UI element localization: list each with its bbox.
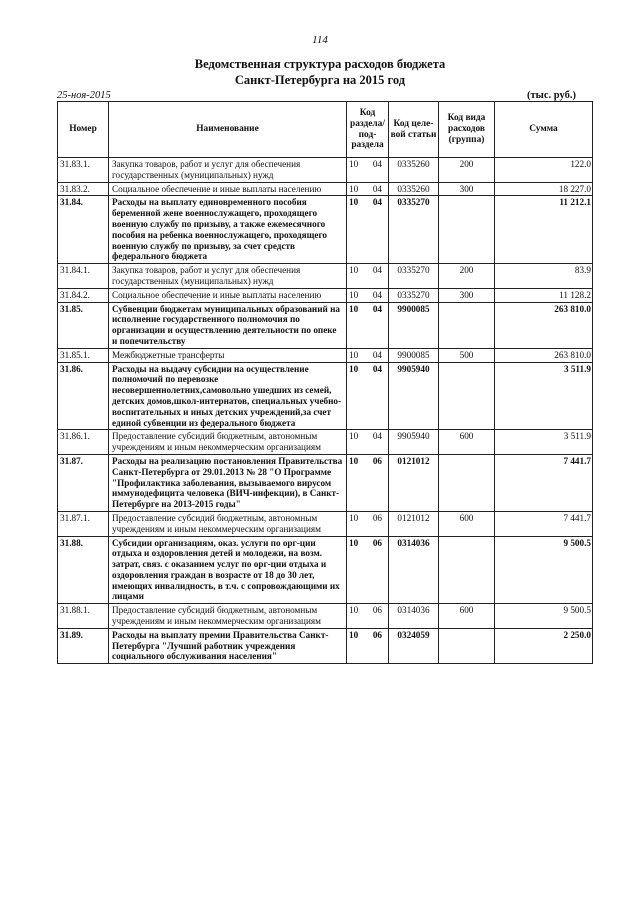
budget-table	[57, 101, 593, 664]
row-vr	[439, 628, 495, 663]
table-row	[58, 536, 593, 604]
row-razdel: 10	[349, 183, 359, 194]
row-podrazdel: 04	[372, 159, 382, 169]
row-razdel: 10	[349, 537, 359, 548]
row-number: 31.86.1.	[58, 430, 109, 455]
table-body	[58, 158, 593, 664]
row-name: Субвенции бюджетам муниципальных образований на исполнение государственного полномочия по организации и осуществлению деятельности по опеке и попечительству	[109, 302, 347, 348]
title-line-2: Санкт-Петербурга на 2015 год	[234, 73, 406, 87]
row-csr: 0324059	[389, 628, 439, 663]
row-razdel: 10	[349, 289, 359, 300]
row-vr	[439, 302, 495, 348]
row-razdel: 10	[349, 159, 359, 169]
row-razdel-cell	[347, 348, 389, 362]
row-razdel: 10	[349, 349, 359, 360]
row-name: Межбюджетные трансферты	[109, 348, 347, 362]
row-csr: 0335270	[389, 264, 439, 289]
row-razdel: 10	[349, 303, 359, 314]
row-name: Субсидии организациям, оказ. услуги по орг-ции отдыха и оздоровления детей и молодежи, на возм. затрат, связ. с оказанием услуг по орг-ции отдыха и оздоровления граждан в возрасте от 18 до 30 лет, имеющих инвалидность, в т.ч. с сопровождающими их лицами	[109, 536, 347, 604]
row-name: Расходы на реализацию постановления Правительства Санкт-Петербурга от 29.01.2013 № 28 "О Программе "Профилактика заболевания, вызываемого вирусом иммунодефицита человека (ВИЧ-инфекции), в Санкт-Петербурге на 2013-2015 годы"	[109, 454, 347, 511]
row-vr	[439, 196, 495, 264]
row-razdel: 10	[349, 629, 359, 640]
row-csr: 0335260	[389, 182, 439, 196]
row-razdel-cell	[347, 454, 389, 511]
row-sum: 7 441.7	[495, 454, 593, 511]
col-header-sum: Сумма	[495, 102, 593, 158]
row-razdel: 10	[349, 197, 359, 208]
row-number: 31.89.	[58, 628, 109, 663]
row-razdel-cell	[347, 158, 389, 183]
row-razdel-cell	[347, 362, 389, 430]
row-vr	[439, 536, 495, 604]
row-podrazdel: 06	[372, 629, 382, 640]
table-row	[58, 454, 593, 511]
table-row	[58, 628, 593, 663]
document-date: 25-ноя-2015	[57, 90, 111, 101]
col-header-number: Номер	[58, 102, 109, 158]
row-number: 31.87.	[58, 454, 109, 511]
row-podrazdel: 04	[372, 265, 382, 276]
row-razdel: 10	[349, 455, 359, 466]
row-sum: 11 212.1	[495, 196, 593, 264]
row-podrazdel: 04	[372, 183, 382, 194]
row-csr: 0314036	[389, 604, 439, 629]
table-row	[58, 348, 593, 362]
col-header-razdel: Код раздела/ под-раздела	[347, 102, 389, 158]
row-razdel-cell	[347, 288, 389, 302]
row-vr: 600	[439, 430, 495, 455]
table-row	[58, 362, 593, 430]
table-row	[58, 196, 593, 264]
row-name: Предоставление субсидий бюджетным, автономным учреждениям и иным некоммерческим организациям	[109, 604, 347, 629]
row-razdel: 10	[349, 265, 359, 276]
col-header-name: Наименование	[109, 102, 347, 158]
row-csr: 0314036	[389, 536, 439, 604]
row-vr: 300	[439, 288, 495, 302]
row-sum: 2 250.0	[495, 628, 593, 663]
row-name: Предоставление субсидий бюджетным, автономным учреждениям и иным некоммерческим организациям	[109, 511, 347, 536]
row-razdel-cell	[347, 264, 389, 289]
row-razdel-cell	[347, 536, 389, 604]
table-row	[58, 511, 593, 536]
row-number: 31.88.1.	[58, 604, 109, 629]
table-row	[58, 604, 593, 629]
row-name: Расходы на выдачу субсидии на осуществление полномочий по перевозке несовершеннолетних,самовольно ушедших из семей, детских домов,школ-интернатов, специальных учебно-воспитательных и иных детских учреждений,за счет единой субвенции из федерального бюджета	[109, 362, 347, 430]
row-sum: 263 810.0	[495, 302, 593, 348]
row-sum: 11 128.2	[495, 288, 593, 302]
row-podrazdel: 04	[372, 289, 382, 300]
row-number: 31.83.2.	[58, 182, 109, 196]
row-podrazdel: 06	[372, 455, 382, 466]
row-number: 31.84.1.	[58, 264, 109, 289]
row-csr: 9905940	[389, 362, 439, 430]
row-sum: 3 511.9	[495, 362, 593, 430]
row-razdel-cell	[347, 430, 389, 455]
row-sum: 9 500.5	[495, 536, 593, 604]
row-podrazdel: 04	[372, 197, 382, 208]
row-csr: 0335270	[389, 288, 439, 302]
row-vr: 600	[439, 604, 495, 629]
row-csr: 9900085	[389, 348, 439, 362]
row-vr: 600	[439, 511, 495, 536]
row-vr: 500	[439, 348, 495, 362]
units-label: (тыс. руб.)	[527, 90, 576, 101]
table-row	[58, 288, 593, 302]
row-number: 31.85.1.	[58, 348, 109, 362]
col-header-csr: Код целе-вой статьи	[389, 102, 439, 158]
page-number: 114	[312, 34, 328, 46]
row-razdel-cell	[347, 302, 389, 348]
row-name: Предоставление субсидий бюджетным, автономным учреждениям и иным некоммерческим организациям	[109, 430, 347, 455]
row-name: Закупка товаров, работ и услуг для обеспечения государственных (муниципальных) нужд	[109, 158, 347, 183]
row-csr: 0335260	[389, 158, 439, 183]
row-sum: 7 441.7	[495, 511, 593, 536]
row-razdel: 10	[349, 431, 359, 442]
row-razdel-cell	[347, 604, 389, 629]
row-sum: 9 500.5	[495, 604, 593, 629]
row-csr: 9905940	[389, 430, 439, 455]
row-sum: 122.0	[495, 158, 593, 183]
row-vr: 300	[439, 182, 495, 196]
table-header-row	[58, 102, 593, 158]
row-name: Расходы на выплату премии Правительства Санкт-Петербурга "Лучший работник учреждения социального обслуживания населения"	[109, 628, 347, 663]
table-row	[58, 264, 593, 289]
row-name: Социальное обеспечение и иные выплаты населению	[109, 288, 347, 302]
document-title	[0, 56, 640, 88]
row-csr: 9900085	[389, 302, 439, 348]
row-number: 31.88.	[58, 536, 109, 604]
row-number: 31.86.	[58, 362, 109, 430]
row-csr: 0121012	[389, 511, 439, 536]
row-podrazdel: 06	[372, 537, 382, 548]
row-number: 31.84.	[58, 196, 109, 264]
row-razdel-cell	[347, 182, 389, 196]
table-row	[58, 158, 593, 183]
row-number: 31.87.1.	[58, 511, 109, 536]
row-razdel: 10	[349, 605, 359, 616]
row-podrazdel: 06	[372, 512, 382, 523]
row-sum: 83.9	[495, 264, 593, 289]
row-vr	[439, 454, 495, 511]
row-sum: 3 511.9	[495, 430, 593, 455]
row-vr: 200	[439, 264, 495, 289]
title-line-1: Ведомственная структура расходов бюджета	[194, 57, 446, 71]
row-podrazdel: 04	[372, 303, 382, 314]
row-podrazdel: 04	[372, 349, 382, 360]
row-name: Закупка товаров, работ и услуг для обеспечения государственных (муниципальных) нужд	[109, 264, 347, 289]
row-razdel: 10	[349, 363, 359, 374]
row-podrazdel: 06	[372, 605, 382, 616]
table-row	[58, 430, 593, 455]
row-number: 31.85.	[58, 302, 109, 348]
row-vr: 200	[439, 158, 495, 183]
row-name: Социальное обеспечение и иные выплаты населению	[109, 182, 347, 196]
row-razdel-cell	[347, 196, 389, 264]
row-csr: 0121012	[389, 454, 439, 511]
row-csr: 0335270	[389, 196, 439, 264]
row-vr	[439, 362, 495, 430]
row-sum: 263 810.0	[495, 348, 593, 362]
row-podrazdel: 04	[372, 431, 382, 442]
table-row	[58, 302, 593, 348]
row-razdel-cell	[347, 628, 389, 663]
row-number: 31.84.2.	[58, 288, 109, 302]
table-row	[58, 182, 593, 196]
row-podrazdel: 04	[372, 363, 382, 374]
row-razdel-cell	[347, 511, 389, 536]
row-name: Расходы на выплату единовременного пособия беременной жене военнослужащего, проходящего военную службу по призыву, а также ежемесячного пособия на ребенка военнослужащего, проходящего военную службу по призыву, за счет средств федерального бюджета	[109, 196, 347, 264]
col-header-vr: Код вида расходов (группа)	[439, 102, 495, 158]
row-razdel: 10	[349, 512, 359, 523]
row-sum: 18 227.0	[495, 182, 593, 196]
row-number: 31.83.1.	[58, 158, 109, 183]
